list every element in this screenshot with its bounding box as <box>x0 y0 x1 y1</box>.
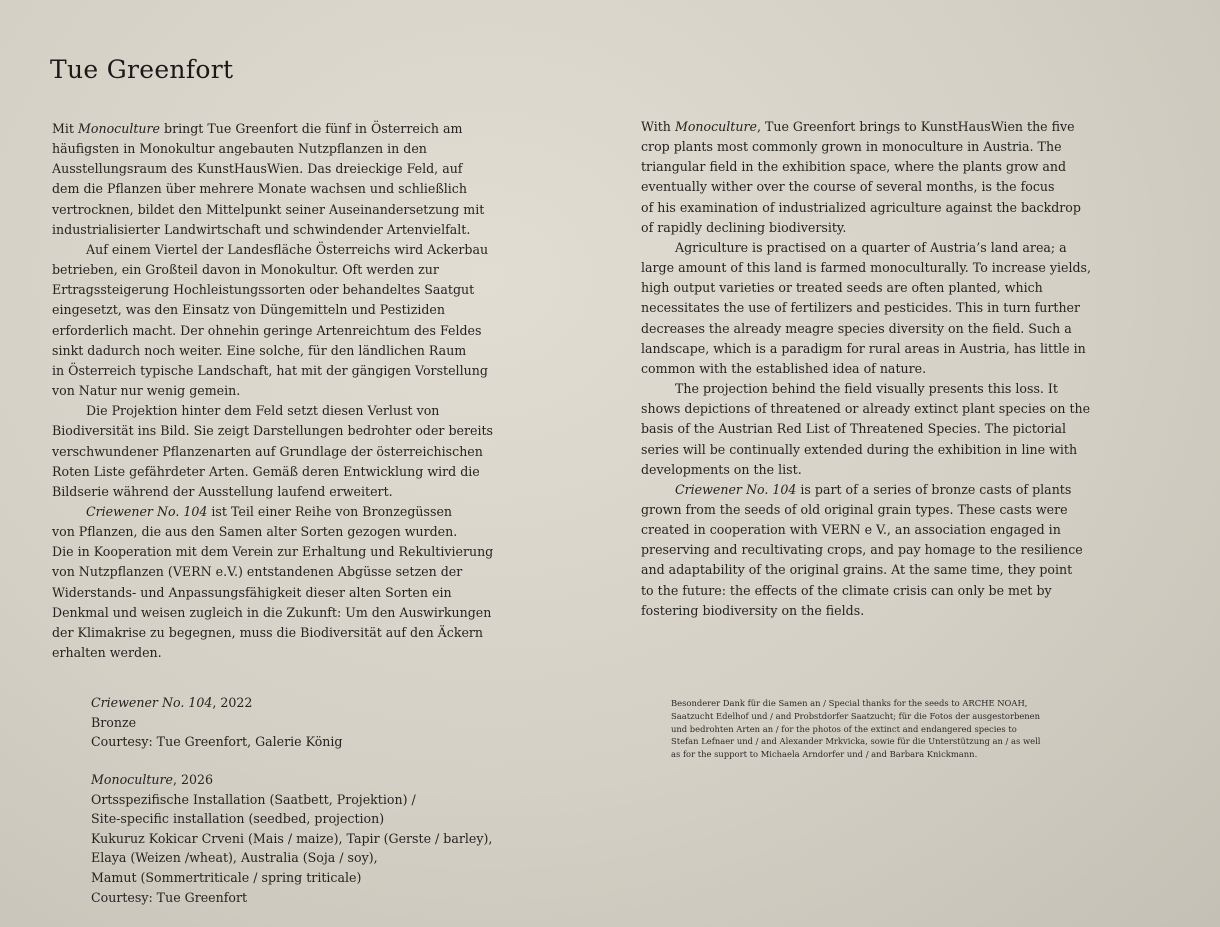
text-line <box>641 117 1186 137</box>
text-run: bringt Tue Greenfort die fünf in Österreich am <box>160 121 463 136</box>
text-line <box>52 583 582 603</box>
artwork-credits-criewener <box>91 693 343 752</box>
text-run: eingesetzt, was den Einsatz von Düngemitteln und Pestiziden <box>52 302 445 318</box>
text-line <box>641 460 1186 480</box>
text-run: Bronze <box>91 714 137 730</box>
text-run: Roten Liste gefährdeter Arten. Gemäß deren Entwicklung wird die <box>52 463 480 479</box>
text-run: is part of a series of bronze casts of plants <box>796 481 1072 497</box>
text-run: Stefan Lefnaer und / and Alexander Mrkvicka, sowie für die Unterstützung an / as well <box>671 736 1041 747</box>
text-run: von Pflanzen, die aus den Samen alter Sorten gezogen wurden. <box>52 524 458 540</box>
text-line <box>671 748 1171 761</box>
artwork-title: Monoculture <box>78 121 161 136</box>
text-run: Elaya (Weizen /wheat), Australia (Soja / soy), <box>91 850 378 866</box>
text-run: Courtesy: Tue Greenfort, Galerie König <box>91 734 343 750</box>
text-run: and adaptability of the original grains. At the same time, they point <box>641 562 1073 578</box>
text-line <box>641 480 1186 500</box>
text-line <box>671 697 1171 710</box>
text-run: decreases the already meagre species diversity on the field. Such a <box>641 320 1072 336</box>
text-run: high output varieties or treated seeds are often planted, which <box>641 280 1043 296</box>
text-run: of rapidly declining biodiversity. <box>641 219 847 235</box>
text-run: With <box>641 119 675 134</box>
text-run: sinkt dadurch noch weiter. Eine solche, für den ländlichen Raum <box>52 342 467 358</box>
text-run: necessitates the use of fertilizers and pesticides. This in turn further <box>641 300 1081 316</box>
text-line <box>641 278 1186 298</box>
text-run: Denkmal und weisen zugleich in die Zukunft: Um den Auswirkungen <box>52 604 492 620</box>
text-line <box>641 157 1186 177</box>
text-run: dem die Pflanzen über mehrere Monate wachsen und schließlich <box>52 181 467 197</box>
text-line <box>52 321 582 341</box>
text-run: Die Projektion hinter dem Feld setzt diesen Verlust von <box>86 403 440 419</box>
text-run: as for the support to Michaela Arndorfer und / and Barbara Knickmann. <box>671 749 978 760</box>
text-line <box>52 522 582 542</box>
artwork-title: Monoculture <box>674 119 757 134</box>
text-run: Site-specific installation (seedbed, projection) <box>91 811 385 827</box>
text-run: Die in Kooperation mit dem Verein zur Erhaltung und Rekultivierung <box>52 544 494 560</box>
text-run: triangular field in the exhibition space, where the plants grow and <box>641 159 1067 175</box>
text-line <box>641 339 1186 359</box>
text-run: preserving and recultivating crops, and pay homage to the resilience <box>641 542 1083 558</box>
text-line <box>91 732 343 752</box>
text-line <box>52 401 582 421</box>
text-run: crop plants most commonly grown in monoculture in Austria. The <box>641 139 1062 155</box>
text-line <box>52 119 582 139</box>
text-run: Ertragssteigerung Hochleistungssorten oder behandeltes Saatgut <box>52 282 475 298</box>
text-run: erhalten werden. <box>52 645 162 661</box>
text-line <box>641 359 1186 379</box>
text-line <box>52 240 582 260</box>
text-line <box>641 298 1186 318</box>
text-line <box>52 603 582 623</box>
text-line <box>52 421 582 441</box>
text-line <box>52 300 582 320</box>
page-title: Tue Greenfort <box>50 54 234 84</box>
text-line <box>91 829 492 849</box>
text-line <box>52 502 582 522</box>
text-run: to the future: the effects of the climate crisis can only be met by <box>641 582 1052 598</box>
text-run: vertrocknen, bildet den Mittelpunkt seiner Auseinandersetzung mit <box>52 201 485 217</box>
text-run: industrialisierter Landwirtschaft und schwindender Artenvielfalt. <box>52 221 471 237</box>
text-line <box>641 137 1186 157</box>
text-run: developments on the list. <box>641 461 802 477</box>
text-run: series will be continually extended during the exhibition in line with <box>641 441 1078 457</box>
text-line <box>91 790 492 810</box>
text-run: von Nutzpflanzen (VERN e.V.) entstandenen Abgüsse setzen der <box>52 564 463 580</box>
text-line <box>641 419 1186 439</box>
text-line <box>91 693 343 713</box>
artwork-title: Criewener No. 104 <box>675 481 797 497</box>
text-line <box>641 198 1186 218</box>
text-line <box>671 735 1171 748</box>
text-line <box>641 319 1186 339</box>
text-run: erforderlich macht. Der ohnehin geringe Artenreichtum des Feldes <box>52 322 482 338</box>
text-run: landscape, which is a paradigm for rural areas in Austria, has little in <box>641 340 1086 356</box>
text-run: Bildserie während der Ausstellung laufend erweitert. <box>52 483 393 499</box>
text-line <box>641 500 1186 520</box>
english-text-column <box>641 117 1186 621</box>
text-run: common with the established idea of nature. <box>641 360 927 376</box>
text-line <box>671 710 1171 723</box>
text-line <box>641 540 1186 560</box>
text-line <box>52 220 582 240</box>
text-line <box>52 643 582 663</box>
text-line <box>641 520 1186 540</box>
text-line <box>52 139 582 159</box>
text-line <box>641 440 1186 460</box>
text-line <box>91 868 492 888</box>
text-line <box>52 381 582 401</box>
text-line <box>91 809 492 829</box>
text-line <box>641 258 1186 278</box>
text-line <box>641 581 1186 601</box>
artwork-title: Monoculture <box>91 772 174 787</box>
text-line <box>52 159 582 179</box>
text-run: , 2026 <box>173 772 214 787</box>
text-run: Besonderer Dank für die Samen an / Special thanks for the seeds to ARCHE NOAH, <box>671 698 1028 708</box>
german-text-column <box>52 119 582 663</box>
text-line <box>641 379 1186 399</box>
text-line <box>52 260 582 280</box>
text-run: created in cooperation with VERN e V., an association engaged in <box>641 522 1061 538</box>
text-run: shows depictions of threatened or already extinct plant species on the <box>641 401 1091 417</box>
text-run: der Klimakrise zu begegnen, muss die Biodiversität auf den Äckern <box>52 624 484 640</box>
text-run: eventually wither over the course of several months, is the focus <box>641 179 1055 195</box>
text-run: ist Teil einer Reihe von Bronzegüssen <box>207 503 453 519</box>
text-run: , 2022 <box>212 695 253 710</box>
text-run: Ortsspezifische Installation (Saatbett, Projektion) / <box>91 791 416 807</box>
text-run: Auf einem Viertel der Landesfläche Österreichs wird Ackerbau <box>86 241 489 257</box>
text-line <box>52 179 582 199</box>
text-line <box>52 623 582 643</box>
text-run: häufigsten in Monokultur angebauten Nutzpflanzen in den <box>52 141 427 157</box>
text-run: basis of the Austrian Red List of Threatened Species. The pictorial <box>641 421 1067 437</box>
text-line <box>91 888 492 908</box>
text-run: Kukuruz Kokicar Crveni (Mais / maize), Tapir (Gerste / barley), <box>91 830 493 846</box>
text-line <box>52 361 582 381</box>
text-line <box>641 560 1186 580</box>
text-run: Saatzucht Edelhof und / and Probstdorfer Saatzucht; für die Fotos der ausgestorbenen <box>671 710 1041 721</box>
text-run: betrieben, ein Großteil davon in Monokultur. Oft werden zur <box>52 262 439 278</box>
text-run: Widerstands- und Anpassungsfähigkeit dieser alten Sorten ein <box>52 584 452 600</box>
text-run: in Österreich typische Landschaft, hat mit der gängigen Vorstellung <box>52 362 488 378</box>
text-run: Mamut (Sommertriticale / spring triticale) <box>91 869 362 885</box>
text-line <box>641 177 1186 197</box>
text-run: fostering biodiversity on the fields. <box>641 602 865 618</box>
text-run: Agriculture is practised on a quarter of Austria’s land area; a <box>675 239 1067 255</box>
text-line <box>52 542 582 562</box>
text-line <box>52 280 582 300</box>
text-run: Mit <box>52 121 78 136</box>
artwork-title: Criewener No. 104 <box>86 503 208 519</box>
text-run: large amount of this land is farmed monoculturally. To increase yields, <box>641 260 1092 276</box>
text-line <box>91 713 343 733</box>
text-run: , Tue Greenfort brings to KunstHausWien the five <box>756 119 1075 134</box>
text-line <box>52 482 582 502</box>
text-run: von Natur nur wenig gemein. <box>52 383 241 399</box>
text-line <box>52 442 582 462</box>
text-run: und bedrohten Arten an / for the photos of the extinct and endangered species to <box>671 723 1017 734</box>
text-run: The projection behind the field visually presents this loss. It <box>675 381 1058 397</box>
text-line <box>641 218 1186 238</box>
text-line <box>641 399 1186 419</box>
text-run: of his examination of industrialized agriculture against the backdrop <box>641 199 1081 215</box>
text-line <box>641 238 1186 258</box>
text-line <box>641 601 1186 621</box>
text-line <box>52 462 582 482</box>
text-line <box>671 723 1171 736</box>
artwork-credits-monoculture <box>91 770 492 907</box>
text-run: Courtesy: Tue Greenfort <box>91 889 248 905</box>
text-line <box>52 200 582 220</box>
text-run: verschwundener Pflanzenarten auf Grundlage der österreichischen <box>52 443 483 459</box>
text-run: Biodiversität ins Bild. Sie zeigt Darstellungen bedrohter oder bereits <box>52 423 493 439</box>
text-run: grown from the seeds of old original grain types. These casts were <box>641 501 1068 517</box>
acknowledgements <box>671 697 1171 761</box>
artwork-title: Criewener No. 104 <box>91 695 213 710</box>
text-run: Ausstellungsraum des KunstHausWien. Das dreieckige Feld, auf <box>52 161 463 177</box>
text-line <box>52 562 582 582</box>
text-line <box>52 341 582 361</box>
text-line <box>91 770 492 790</box>
text-line <box>91 848 492 868</box>
